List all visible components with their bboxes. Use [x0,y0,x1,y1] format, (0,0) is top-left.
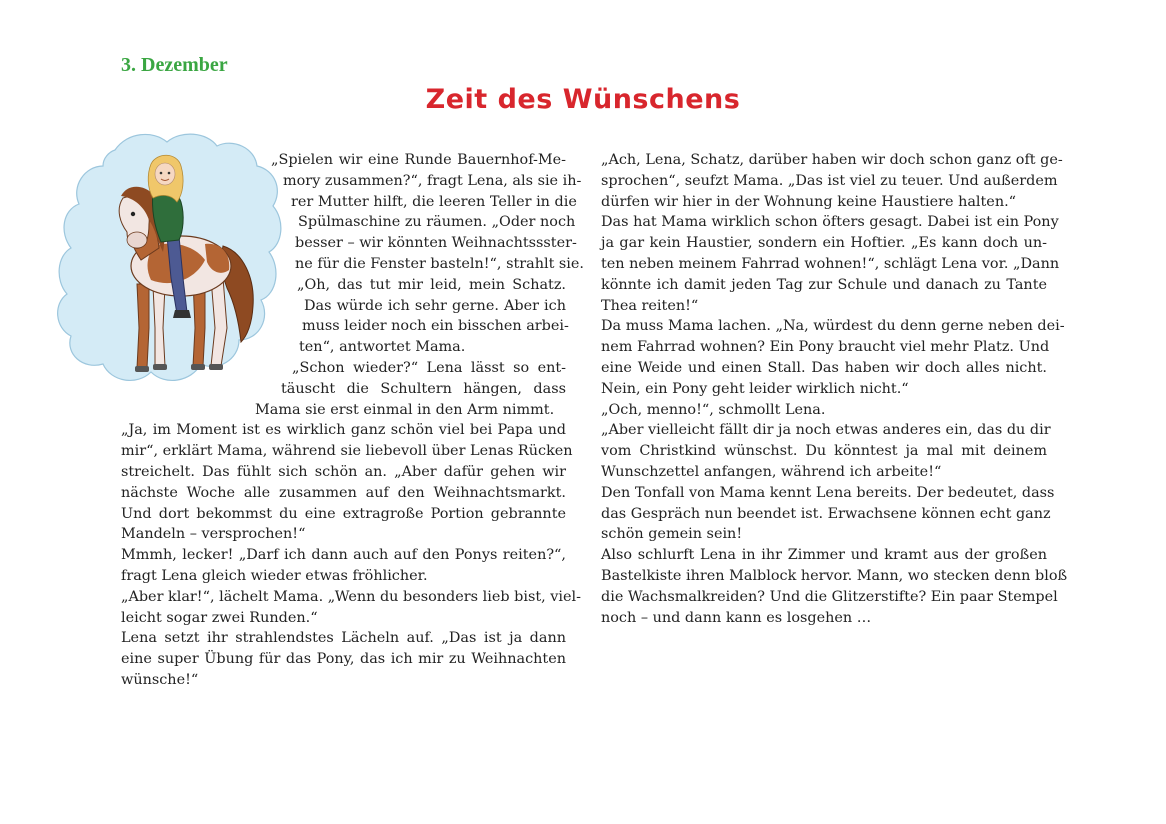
text-line: täuscht die Schultern hängen, dass [281,380,566,397]
text-line: nem Fahrrad wohnen? Ein Pony braucht viel mehr Platz. Und [601,339,1050,356]
text-line: ne für die Fenster basteln!“, strahlt sie. [295,255,584,272]
text-line: ja gar kein Haustier, sondern ein Hoftier. „Es kann doch un- [601,235,1047,252]
text-line: „Aber klar!“, lächelt Mama. „Wenn du besonders lieb bist, viel- [121,588,581,605]
text-line: noch – und dann kann es losgehen … [601,609,872,626]
text-line: Spülmaschine zu räumen. „Oder noch [298,214,576,231]
story-column-right [601,150,1068,628]
text-line: Nein, ein Pony geht leider wirklich nicht.“ [601,380,909,397]
text-line: schön gemein sein! [601,526,743,543]
text-line: mir“, erklärt Mama, während sie liebevoll über Lenas Rücken [121,443,573,460]
text-line: eine super Übung für das Pony, das ich mir zu Weihnachten [121,651,566,668]
text-line: Lena setzt ihr strahlendstes Lächeln auf. „Das ist ja dann [121,630,566,647]
text-line: „Och, menno!“, schmollt Lena. [601,401,826,418]
text-line: dürfen wir hier in der Wohnung keine Haustiere halten.“ [601,193,1017,210]
text-line: Wunschzettel anfangen, während ich arbeite!“ [601,463,942,480]
text-line: eine Weide und einen Stall. Das haben wir doch alles nicht. [601,359,1047,376]
text-line: Mandeln – versprochen!“ [121,526,306,543]
text-line: streichelt. Das fühlt sich schön an. „Aber dafür gehen wir [121,463,566,480]
text-line: besser – wir könnten Weihnachtssster- [295,235,577,252]
text-line: muss leider noch ein bisschen arbei- [302,318,569,335]
text-line: rer Mutter hilft, die leeren Teller in die [291,193,577,210]
text-line: das Gespräch nun beendet ist. Erwachsene können echt ganz [601,505,1051,522]
text-line: ten“, antwortet Mama. [299,339,466,356]
text-line: sprochen“, seufzt Mama. „Das ist viel zu teuer. Und außerdem [601,172,1058,189]
chapter-title: Zeit des Wünschens [425,84,741,115]
chapter-date: 3. Dezember [121,54,228,76]
text-line: nächste Woche alle zusammen auf den Weihnachtsmarkt. [121,484,566,501]
text-line: Da muss Mama lachen. „Na, würdest du denn gerne neben dei- [601,318,1065,335]
text-line: Also schlurft Lena in ihr Zimmer und kramt aus der großen [601,547,1047,564]
text-line: Mmmh, lecker! „Darf ich dann auch auf den Ponys reiten?“, [121,547,566,564]
text-line: Den Tonfall von Mama kennt Lena bereits. Der bedeutet, dass [601,484,1055,501]
text-line: Das hat Mama wirklich schon öfters gesagt. Dabei ist ein Pony [601,214,1059,231]
text-line: Bastelkiste ihren Malblock hervor. Mann, wo stecken denn bloß [601,567,1068,584]
text-line: wünsche!“ [121,671,199,688]
text-line: „Oh, das tut mir leid, mein Schatz. [297,276,566,293]
text-line: Das würde ich sehr gerne. Aber ich [304,297,566,314]
text-line: ten neben meinem Fahrrad wohnen!“, schlägt Lena vor. „Dann [601,255,1060,272]
text-line: leicht sogar zwei Runden.“ [121,609,318,626]
text-line: könnte ich damit jeden Tag zur Schule und danach zu Tante [601,276,1047,293]
text-line: „Spielen wir eine Runde Bauernhof-Me- [271,152,566,168]
story-column-left [121,150,584,691]
text-line: vom Christkind wünschst. Du könntest ja mal mit deinem [601,443,1047,460]
text-line: Thea reiten!“ [601,297,699,314]
text-line: „Ja, im Moment ist es wirklich ganz schön viel bei Papa und [121,422,566,439]
text-line: fragt Lena gleich wieder etwas fröhlicher. [121,567,428,584]
text-line: „Ach, Lena, Schatz, darüber haben wir doch schon ganz oft ge- [601,152,1063,168]
text-line: Mama sie erst einmal in den Arm nimmt. [255,401,555,418]
text-line: mory zusammen?“, fragt Lena, als sie ih- [283,172,582,189]
text-line: „Aber vielleicht fällt dir ja noch etwas anderes ein, das du dir [601,422,1051,439]
text-line: „Schon wieder?“ Lena lässt so ent- [292,359,566,376]
text-line: die Wachsmalkreiden? Und die Glitzerstifte? Ein paar Stempel [601,588,1058,605]
text-line: Und dort bekommst du eine extragroße Portion gebrannte [121,505,566,522]
